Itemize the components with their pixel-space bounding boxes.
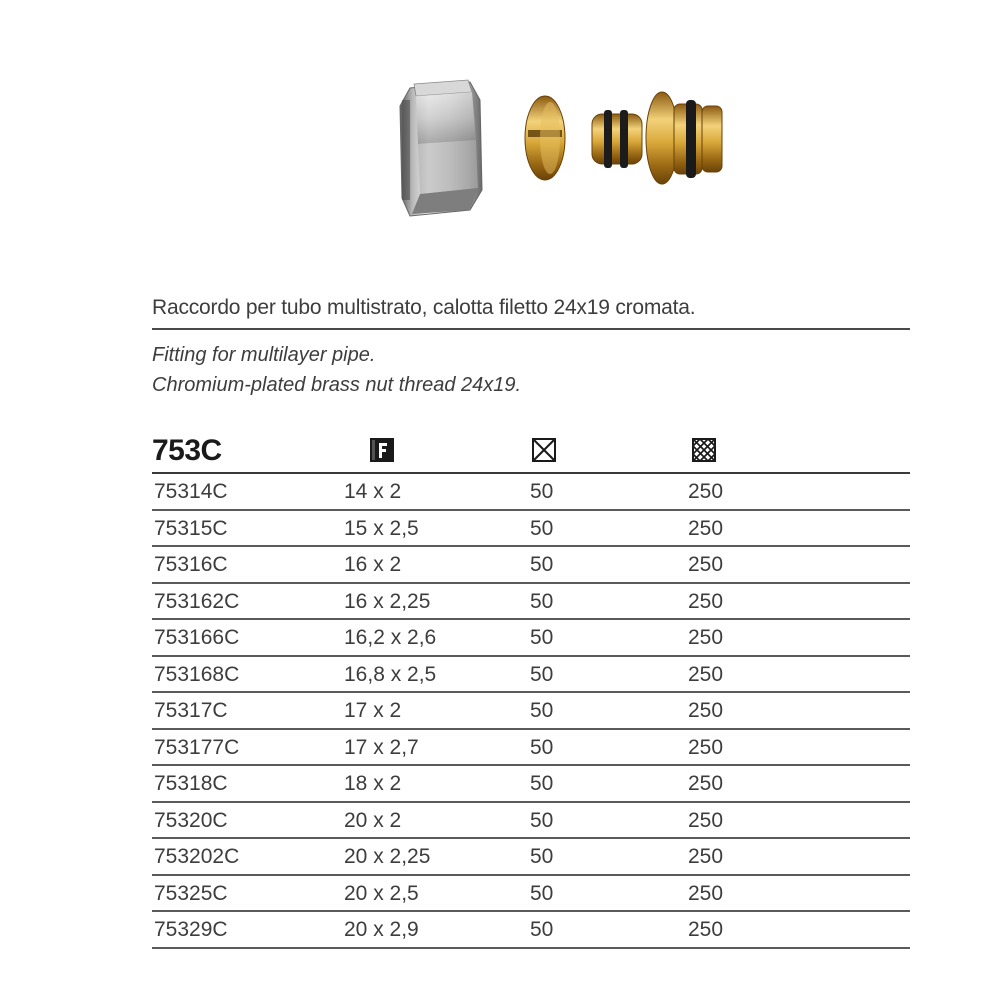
carton-quantity-cell: 250 (688, 918, 724, 941)
product-code-cell: 753162C (154, 589, 240, 613)
pack-quantity-cell: 50 (530, 808, 554, 832)
size-cell: 20 x 2 (344, 808, 402, 832)
carton-quantity-cell: 250 (688, 480, 724, 503)
description-english-line: Chromium-plated brass nut thread 24x19. (152, 374, 522, 396)
product-code-cell: 75318C (154, 772, 228, 795)
pack-quantity-cell: 50 (530, 553, 554, 576)
size-cell: 15 x 2,5 (344, 516, 419, 540)
table-row (152, 547, 910, 584)
pack-quantity-cell: 50 (530, 480, 554, 503)
pack-quantity-cell: 50 (530, 881, 554, 905)
carton-quantity-cell: 250 (688, 589, 724, 613)
size-cell: 20 x 2,9 (344, 918, 419, 941)
product-code-cell: 753202C (154, 845, 240, 868)
table-row (152, 511, 910, 548)
product-code-cell: 75317C (154, 699, 228, 722)
chrome-nut-icon (400, 80, 482, 216)
divider (152, 328, 910, 330)
size-cell: 16 x 2 (344, 553, 402, 576)
carton-quantity-cell: 250 (688, 772, 724, 795)
table-row (152, 766, 910, 803)
table-body (152, 474, 910, 949)
product-code-cell: 75314C (154, 480, 228, 503)
carton-quantity-cell: 250 (688, 699, 724, 722)
size-cell: 20 x 2,5 (344, 881, 419, 905)
carton-quantity-cell: 250 (688, 516, 724, 540)
carton-quantity-cell: 250 (688, 808, 724, 832)
product-code-cell: 753177C (154, 735, 240, 759)
size-cell: 17 x 2,7 (344, 735, 419, 759)
product-code-cell: 753168C (154, 662, 240, 686)
carton-quantity-cell: 250 (688, 735, 724, 759)
table-row (152, 912, 910, 949)
product-code-cell: 75316C (154, 553, 228, 576)
table-header (152, 432, 910, 474)
pack-quantity-cell: 50 (530, 772, 554, 795)
pack-quantity-cell: 50 (530, 626, 554, 649)
pack-quantity-cell: 50 (530, 845, 554, 868)
box-pack-icon (532, 438, 556, 462)
size-cell: 18 x 2 (344, 772, 402, 795)
product-code-cell: 75320C (154, 808, 228, 832)
carton-quantity-cell: 250 (688, 881, 724, 905)
size-cell: 17 x 2 (344, 699, 402, 722)
pack-quantity-cell: 50 (530, 699, 554, 722)
size-cell: 20 x 2,25 (344, 845, 431, 868)
pack-quantity-cell: 50 (530, 735, 554, 759)
product-code: 753C (152, 434, 222, 467)
pack-quantity-cell: 50 (530, 589, 554, 613)
table-row (152, 620, 910, 657)
pack-quantity-cell: 50 (530, 516, 554, 540)
size-cell: 14 x 2 (344, 480, 402, 503)
table-row (152, 584, 910, 621)
product-table (152, 432, 910, 949)
product-photo (380, 70, 740, 230)
brass-fitting-icon (592, 92, 722, 184)
carton-quantity-cell: 250 (688, 553, 724, 576)
product-code-cell: 75329C (154, 918, 228, 941)
product-code-cell: 75325C (154, 881, 228, 905)
table-row (152, 657, 910, 694)
carton-pack-icon (692, 438, 716, 462)
carton-quantity-cell: 250 (688, 626, 724, 649)
size-cell: 16,2 x 2,6 (344, 626, 437, 649)
table-row (152, 839, 910, 876)
carton-quantity-cell: 250 (688, 845, 724, 868)
pack-quantity-cell: 50 (530, 662, 554, 686)
table-row (152, 474, 910, 511)
product-code-cell: 753166C (154, 626, 240, 649)
table-row (152, 730, 910, 767)
description-italian: Raccordo per tubo multistrato, calotta filetto 24x19 cromata. (152, 296, 696, 319)
table-row (152, 803, 910, 840)
brass-ring-icon (525, 96, 565, 180)
table-row (152, 876, 910, 913)
size-f-icon (370, 438, 394, 462)
product-code-cell: 75315C (154, 516, 228, 540)
table-row (152, 693, 910, 730)
pack-quantity-cell: 50 (530, 918, 554, 941)
carton-quantity-cell: 250 (688, 662, 724, 686)
description-english-line: Fitting for multilayer pipe. (152, 344, 376, 366)
size-cell: 16 x 2,25 (344, 589, 431, 613)
description-english (152, 340, 912, 400)
size-cell: 16,8 x 2,5 (344, 662, 437, 686)
